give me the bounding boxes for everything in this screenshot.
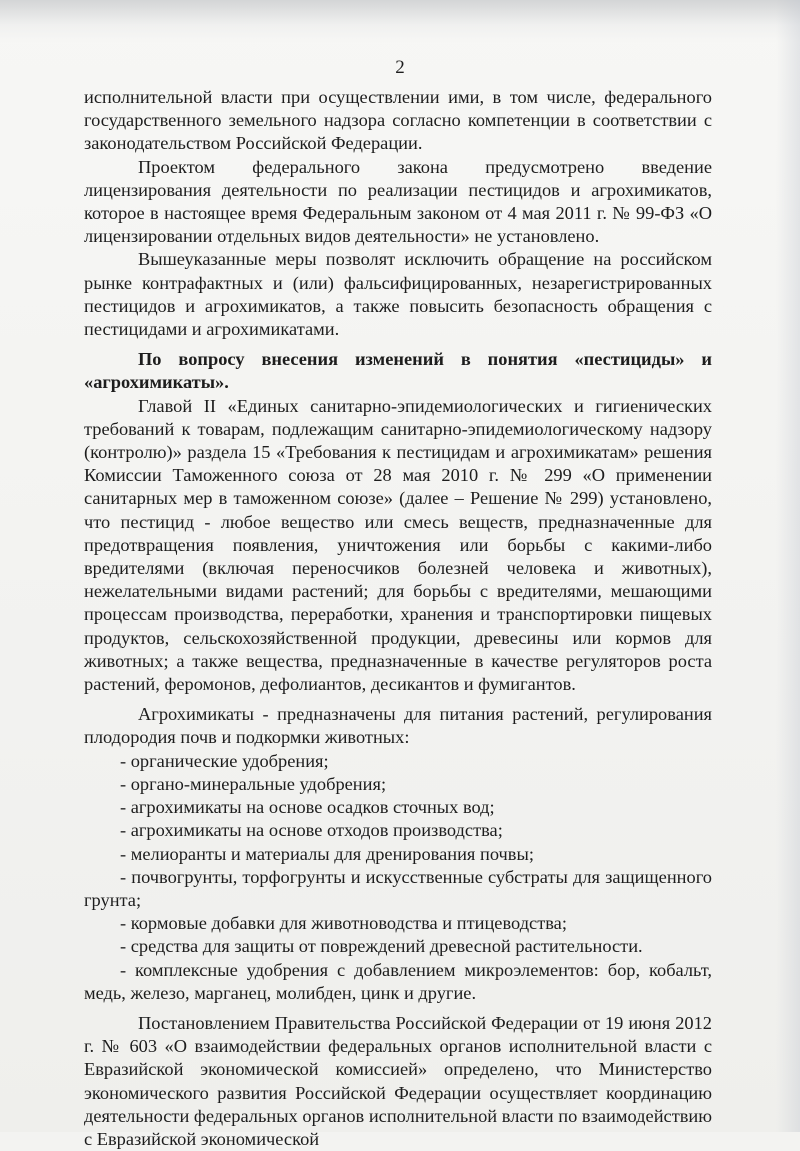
list-item: - органические удобрения;: [120, 750, 329, 771]
section-heading: По вопросу внесения изменений в понятия «пестициды» и «агрохимикаты».: [84, 349, 712, 393]
list-item: - комплексные удобрения с добавлением микроэлементов: бор, кобальт, медь, железо, марганец, молибден, цинк и другие.: [84, 959, 712, 1003]
list-item: - агрохимикаты на основе осадков сточных вод;: [120, 797, 495, 818]
paragraph-measures: Вышеуказанные меры позволят исключить обращение на российском рынке контрафактных и (или) фальсифицированных, незарегистрированных пестицидов и агрохимикатов, а также повысить безопасность обращения с пестицидами и агрохимикатами.: [84, 249, 712, 340]
scan-shadow: [0, 0, 800, 42]
paragraph-pesticide-definition: Главой II «Единых санитарно-эпидемиологических и гигиенических требований к товарам, подлежащим санитарно-эпидемиологическому надзору (контролю)» раздела 15 «Требования к пестицидам и агрохимикатам» решения Комиссии Таможенного союза от 28 мая 2010 г. № 299 «О применении санитарных мер в таможенном союзе» (далее – Решение № 299) установлено, что пестицид - любое вещество или смесь веществ, предназначенные для предотвращения появления, уничтожения или борьбы с какими-либо вредителями (включая переносчиков болезней человека и животных), нежелательными видами растений; для борьбы с вредителями, мешающими процессам производства, переработки, хранения и транспортировки пищевых продуктов, сельскохозяйственной продукции, древесины или кормов для животных; а также вещества, предназначенные в качестве регуляторов роста растений, феромонов, дефолиантов, десикантов и фумигантов.: [84, 395, 712, 695]
page-number: 2: [395, 57, 405, 78]
list-item: - агрохимикаты на основе отходов производства;: [120, 820, 503, 841]
list-item: - органо-минеральные удобрения;: [120, 773, 387, 794]
paragraph-licensing: Проектом федерального закона предусмотрено введение лицензирования деятельности по реализации пестицидов и агрохимикатов, которое в настоящее время Федеральным законом от 4 мая 2011 г. № 99-ФЗ «О лицензировании отдельных видов деятельности» не установлено.: [84, 156, 712, 247]
paragraph-agrochemicals-definition: Агрохимикаты - предназначены для питания растений, регулирования плодородия почв и подкормки животных:: [84, 704, 712, 748]
list-item: - кормовые добавки для животноводства и птицеводства;: [120, 913, 567, 934]
list-item: - мелиоранты и материалы для дренирования почвы;: [120, 843, 534, 864]
paragraph-continuation: исполнительной власти при осуществлении ими, в том числе, федерального государственного земельного надзора согласно компетенции в соответствии с законодательством Российской Федерации.: [84, 87, 712, 154]
scan-edge-shadow: [776, 0, 800, 1132]
list-item: - средства для защиты от повреждений древесной растительности.: [120, 936, 643, 957]
paragraph-government-decree: Постановлением Правительства Российской Федерации от 19 июня 2012 г. № 603 «О взаимодействии федеральных органов исполнительной власти с Евразийской экономической комиссией» определено, что Министерство экономического развития Российской Федерации осуществляет координацию деятельности федеральных органов исполнительной власти по взаимодействию с Евразийской экономической: [84, 1012, 712, 1149]
document-body: [84, 86, 712, 1151]
list-item: - почвогрунты, торфогрунты и искусственные субстраты для защищенного грунта;: [84, 866, 712, 910]
